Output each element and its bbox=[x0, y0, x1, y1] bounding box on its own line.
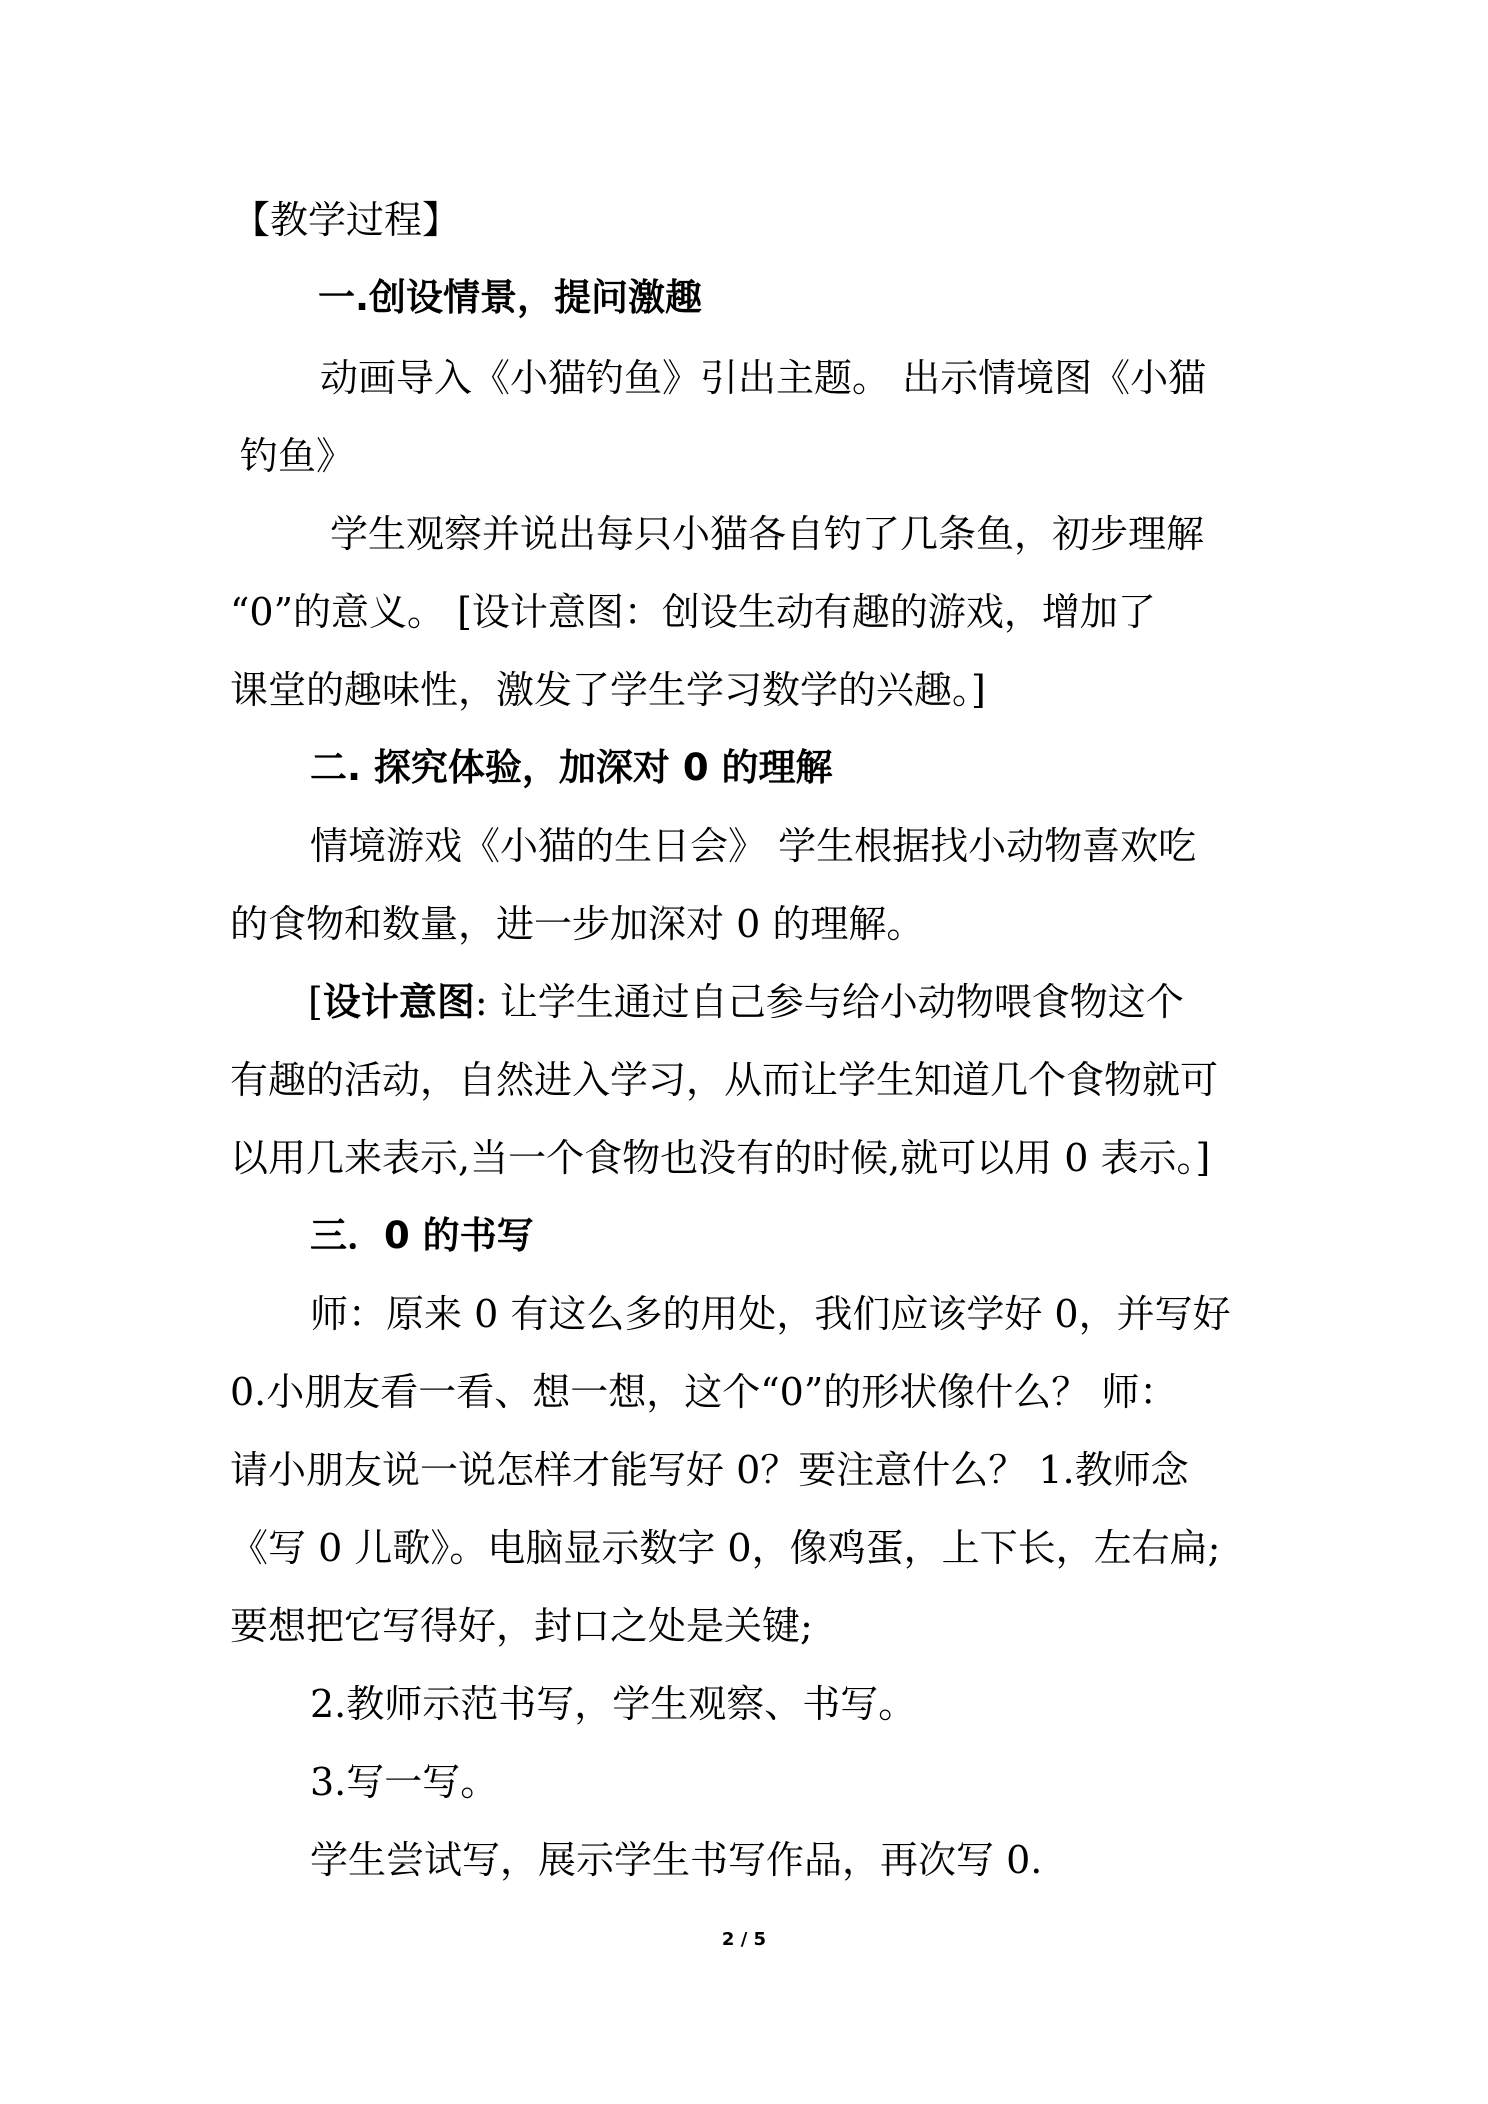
paragraph-line: 钓鱼》 bbox=[240, 434, 355, 478]
paragraph-line: 3.写一写。 bbox=[310, 1760, 499, 1804]
paragraph-line: “0”的意义。 [设计意图：创设生动有趣的游戏，增加了 bbox=[230, 590, 1156, 634]
heading-1: 一.创设情景，提问激趣 bbox=[318, 276, 703, 319]
paragraph-line: 有趣的活动，自然进入学习，从而让学生知道几个食物就可 bbox=[230, 1058, 1219, 1102]
paragraph-line: 学生尝试写，展示学生书写作品，再次写 0. bbox=[310, 1838, 1043, 1882]
page-number: 2 / 5 bbox=[721, 1929, 767, 1950]
paragraph-line: 以用几来表示,当一个食物也没有的时候,就可以用 0 表示。] bbox=[230, 1136, 1211, 1180]
paragraph-line: 的食物和数量，进一步加深对 0 的理解。 bbox=[230, 902, 925, 946]
paragraph-line: 要想把它写得好，封口之处是关键; bbox=[230, 1604, 813, 1648]
design-intent-text: : 让学生通过自己参与给小动物喂食物这个 bbox=[474, 980, 1184, 1024]
paragraph-line: 2.教师示范书写，学生观察、书写。 bbox=[310, 1682, 917, 1726]
paragraph-line: 情境游戏《小猫的生日会》 学生根据找小动物喜欢吃 bbox=[310, 824, 1197, 868]
paragraph-line: 0.小朋友看一看、想一想，这个“0”的形状像什么？ 师： bbox=[230, 1370, 1178, 1414]
bracket: [ bbox=[308, 980, 323, 1024]
design-intent-label: 设计意图 bbox=[322, 980, 475, 1024]
paragraph-line: 学生观察并说出每只小猫各自钓了几条鱼，初步理解 bbox=[330, 512, 1205, 556]
paragraph-line: 动画导入《小猫钓鱼》引出主题。 出示情境图《小猫 bbox=[320, 356, 1207, 400]
paragraph-line: 《写 0 儿歌》。电脑显示数字 0，像鸡蛋，上下长，左右扁; bbox=[230, 1526, 1221, 1570]
heading-2: 二. 探究体验，加深对 0 的理解 bbox=[310, 746, 833, 789]
paragraph-line: 请小朋友说一说怎样才能写好 0？要注意什么？ 1.教师念 bbox=[230, 1448, 1189, 1492]
design-intent-line bbox=[308, 976, 1184, 1028]
paragraph-line: 课堂的趣味性，激发了学生学习数学的兴趣。] bbox=[230, 668, 986, 712]
heading-3: 三．0 的书写 bbox=[310, 1214, 534, 1257]
paragraph-line: 师：原来 0 有这么多的用处，我们应该学好 0，并写好 bbox=[310, 1292, 1231, 1336]
section-title: 【教学过程】 bbox=[232, 198, 461, 242]
